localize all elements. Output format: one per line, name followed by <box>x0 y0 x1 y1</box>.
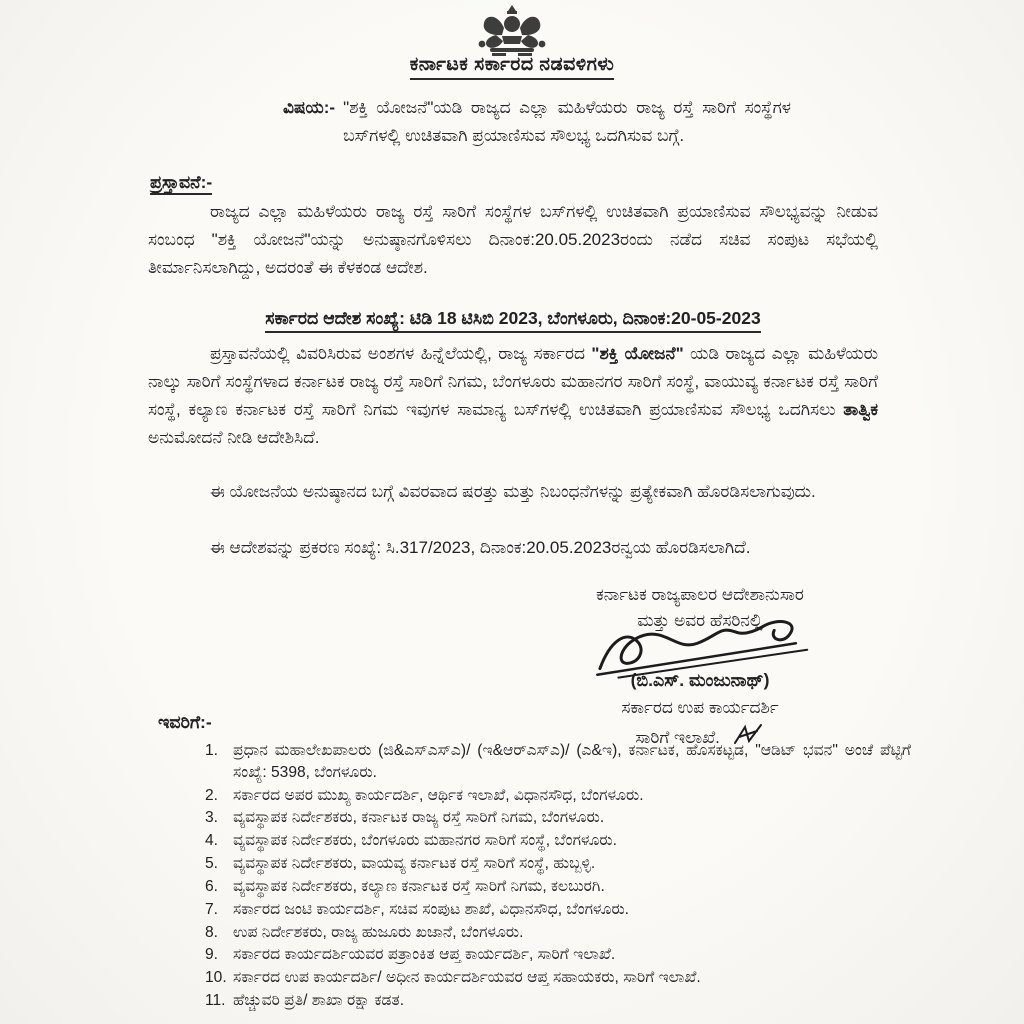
recipient-number: 6. <box>205 877 219 895</box>
recipient-text: ಸರ್ಕಾರದ ಜಂಟಿ ಕಾರ್ಯದರ್ಶಿ, ಸಚಿವ ಸಂಪುಟ ಶಾಖೆ, ವಿಧಾನಸೌಧ, ಬೆಂಗಳೂರು. <box>233 900 629 918</box>
recipient-list <box>205 740 911 1013</box>
recipient-number: 9. <box>205 946 219 964</box>
recipient-text: ವ್ಯವಸ್ಥಾಪಕ ನಿರ್ದೇಶಕರು, ಕಲ್ಯಾಣ ಕರ್ನಾಟಕ ರಸ್ತೆ ಸಾರಿಗೆ ನಿಗಮ, ಕಲಬುರಗಿ. <box>233 877 605 895</box>
karnataka-state-emblem-icon <box>462 4 562 58</box>
recipient-number: 11. <box>205 992 226 1010</box>
preamble-heading: ಪ್ರಸ್ತಾವನೆ:- <box>150 172 212 193</box>
preamble-paragraph: ರಾಜ್ಯದ ಎಲ್ಲಾ ಮಹಿಳೆಯರು ರಾಜ್ಯ ರಸ್ತೆ ಸಾರಿಗೆ ಸಂಸ್ಥೆಗಳ ಬಸ್‌ಗಳಲ್ಲಿ ಉಚಿತವಾಗಿ ಪ್ರಯಾಣಿಸುವ ಸೌಲಭ್ಯವನ್ನು ನೀಡುವ ಸಂಬಂಧ "ಶಕ್ತಿ ಯೋಜನೆ"ಯನ್ನು ಅನುಷ್ಠಾನಗೊಳಿಸಲು ದಿನಾಂಕ:20.05.2023ರಂದು ನಡೆದ ಸಚಿವ ಸಂಪುಟ ಸಭೆಯಲ್ಲಿ ತೀರ್ಮಾನಿಸಲಾಗಿದ್ದು, ಅದರಂತೆ ಈ ಕೆಳಕಂಡ ಆದೇಶ. <box>148 202 878 278</box>
subject-block <box>283 94 791 149</box>
order-paragraph-segment: ಅನುಮೋದನೆ ನೀಡಿ ಆದೇಶಿಸಿದೆ. <box>148 427 320 447</box>
signatory-name: (ಬಿ.ಎಸ್. ಮಂಜುನಾಥ್) <box>505 667 895 693</box>
document-title: ಕರ್ನಾಟಕ ಸರ್ಕಾರದ ನಡವಳಿಗಳು <box>410 54 615 80</box>
terms-paragraph: ಈ ಯೋಜನೆಯ ಅನುಷ್ಠಾನದ ಬಗ್ಗೆ ವಿವರವಾದ ಷರತ್ತು ಮತ್ತು ನಿಬಂಧನೆಗಳನ್ನು ಪ್ರತ್ಯೇಕವಾಗಿ ಹೊರಡಿಸಲಾಗುವುದು. <box>210 482 816 501</box>
recipient-row <box>205 853 911 875</box>
recipient-number: 3. <box>205 809 219 827</box>
distribution-heading: ಇವರಿಗೆ:- <box>158 712 212 732</box>
order-number-line: ಸರ್ಕಾರದ ಆದೇಶ ಸಂಖ್ಯೆ: ಟಿಡಿ 18 ಟಿಸಿಬಿ 2023, ಬೆಂಗಳೂರು, ದಿನಾಂಕ:20-05-2023 <box>265 308 760 333</box>
recipient-row <box>205 807 911 829</box>
order-paragraph-segment: "ಶಕ್ತಿ ಯೋಜನೆ" <box>591 344 684 363</box>
recipient-number: 4. <box>205 832 219 850</box>
recipient-row <box>205 876 911 898</box>
order-paragraph <box>148 340 878 452</box>
recipient-text: ಸರ್ಕಾರದ ಕಾರ್ಯದರ್ಶಿಯವರ ಪತ್ರಾಂಕಿತ ಆಪ್ತ ಕಾರ್ಯದರ್ಶಿ, ಸಾರಿಗೆ ಇಲಾಖೆ. <box>233 946 616 964</box>
recipient-number: 8. <box>205 923 219 941</box>
recipient-text: ವ್ಯವಸ್ಥಾಪಕ ನಿರ್ದೇಶಕರು, ಬೆಂಗಳೂರು ಮಹಾನಗರ ಸಾರಿಗೆ ಸಂಸ್ಥೆ, ಬೆಂಗಳೂರು. <box>233 832 617 850</box>
recipient-row <box>205 990 911 1012</box>
recipient-row <box>205 944 911 966</box>
recipient-row <box>205 740 911 784</box>
recipient-text: ವ್ಯವಸ್ಥಾಪಕ ನಿರ್ದೇಶಕರು, ಕರ್ನಾಟಕ ರಾಜ್ಯ ರಸ್ತೆ ಸಾರಿಗೆ ನಿಗಮ, ಬೆಂಗಳೂರು. <box>233 809 605 827</box>
recipient-number: 10. <box>205 969 227 987</box>
recipient-number: 1. <box>205 742 219 759</box>
recipient-number: 5. <box>205 855 219 873</box>
recipient-text: ಉಪ ನಿರ್ದೇಶಕರು, ರಾಜ್ಯ ಹುಜೂರು ಖಜಾನೆ, ಬೆಂಗಳೂರು. <box>233 923 524 941</box>
signatory-department: ಸಾರಿಗೆ ಇಲಾಖೆ. <box>505 723 895 751</box>
recipient-row <box>205 899 911 921</box>
recipient-row <box>205 785 911 807</box>
recipient-number: 7. <box>205 900 219 918</box>
recipient-row <box>205 967 911 989</box>
order-paragraph-segment: ಪ್ರಸ್ತಾವನೆಯಲ್ಲಿ ವಿವರಿಸಿರುವ ಅಂಶಗಳ ಹಿನ್ನೆಲೆಯಲ್ಲಿ, ರಾಜ್ಯ ಸರ್ಕಾರದ <box>210 344 592 363</box>
recipient-row <box>205 830 911 852</box>
issuance-paragraph: ಈ ಆದೇಶವನ್ನು ಪ್ರಕರಣ ಸಂಖ್ಯೆ: ಸಿ.317/2023, ದಿನಾಂಕ:20.05.2023ರನ್ವಯ ಹೊರಡಿಸಲಾಗಿದೆ. <box>210 538 751 557</box>
recipient-text: ಸರ್ಕಾರದ ಅಪರ ಮುಖ್ಯ ಕಾರ್ಯದರ್ಶಿ, ಆರ್ಥಿಕ ಇಲಾಖೆ, ವಿಧಾನಸೌಧ, ಬೆಂಗಳೂರು. <box>233 786 644 804</box>
order-paragraph-segment: ತಾತ್ವಿಕ <box>843 399 878 419</box>
subject-label: ವಿಷಯ:- <box>283 98 336 117</box>
subject-text: "ಶಕ್ತಿ ಯೋಜನೆ"ಯಡಿ ರಾಜ್ಯದ ಎಲ್ಲಾ ಮಹಿಳೆಯರು ರಾಜ್ಯ ರಸ್ತೆ ಸಾರಿಗೆ ಸಂಸ್ಥೆಗಳ ಬಸ್‌ಗಳಲ್ಲಿ ಉಚಿತವಾಗಿ ಪ್ರಯಾಣಿಸುವ ಸೌಲಭ್ಯ ಒದಗಿಸುವ ಬಗ್ಗೆ. <box>343 98 791 145</box>
order-paragraph-segment: ಯಡಿ ರಾಜ್ಯದ ಎಲ್ಲಾ ಮಹಿಳೆಯರು ನಾಲ್ಕು ಸಾರಿಗೆ ಸಂಸ್ಥೆಗಳಾದ ಕರ್ನಾಟಕ ರಾಜ್ಯ ರಸ್ತೆ ಸಾರಿಗೆ ನಿಗಮ, ಬೆಂಗಳೂರು ಮಹಾನಗರ ಸಾರಿಗೆ ಸಂಸ್ಥೆ, ವಾಯುವ್ಯ ಕರ್ನಾಟಕ ರಸ್ತೆ ಸಾರಿಗೆ ಸಂಸ್ಥೆ, ಕಲ್ಯಾಣ ಕರ್ನಾಟಕ ರಸ್ತೆ ಸಾರಿಗೆ ನಿಗಮ ಇವುಗಳ ಸಾಮಾನ್ಯ ಬಸ್‌ಗಳಲ್ಲಿ ಉಚಿತವಾಗಿ ಪ್ರಯಾಣಿಸುವ ಸೌಲಭ್ಯ ಒದಗಿಸಲು <box>148 344 878 419</box>
signatory-designation: ಸರ್ಕಾರದ ಉಪ ಕಾರ್ಯದರ್ಶಿ <box>621 698 779 718</box>
recipient-text: ಸರ್ಕಾರದ ಉಪ ಕಾರ್ಯದರ್ಶಿ/ ಅಧೀನ ಕಾರ್ಯದರ್ಶಿಯವರ ಆಪ್ತ ಸಹಾಯಕರು, ಸಾರಿಗೆ ಇಲಾಖೆ. <box>233 969 701 987</box>
recipient-text: ವ್ಯವಸ್ಥಾಪಕ ನಿರ್ದೇಶಕರು, ವಾಯವ್ಯ ಕರ್ನಾಟಕ ರಸ್ತೆ ಸಾರಿಗೆ ಸಂಸ್ಥೆ, ಹುಬ್ಬಳ್ಳಿ. <box>233 855 596 873</box>
recipient-text: ಪ್ರಧಾನ ಮಹಾಲೇಖಪಾಲರು (ಜಿ&ಎಸ್‌ಎಸ್‌ಎ)/ (ಇ&ಆರ್‌ಎಸ್‌ಎ)/ (ಎ&ಇ), ಕರ್ನಾಟಕ, ಹೊಸಕಟ್ಟಡ, "ಆಡಿಟ್ ಭವನ" ಅಂಚೆ ಪೆಟ್ಟಿಗೆ ಸಂಖ್ಯೆ: 5398, ಬೆಂಗಳೂರು. <box>233 742 911 781</box>
recipient-text: ಹೆಚ್ಚುವರಿ ಪ್ರತಿ/ ಶಾಖಾ ರಕ್ಷಾ ಕಡತ. <box>233 992 405 1010</box>
signature-authority-line-1: ಕರ್ನಾಟಕ ರಾಜ್ಯಪಾಲರ ಆದೇಶಾನುಸಾರ <box>596 585 804 604</box>
recipient-number: 2. <box>205 786 219 804</box>
signature-block <box>505 582 895 750</box>
recipient-row <box>205 922 911 944</box>
handwritten-signature-icon <box>590 611 823 685</box>
signature-authority-line-2: ಮತ್ತು ಅವರ ಹೆಸರಿನಲ್ಲಿ <box>637 610 763 630</box>
